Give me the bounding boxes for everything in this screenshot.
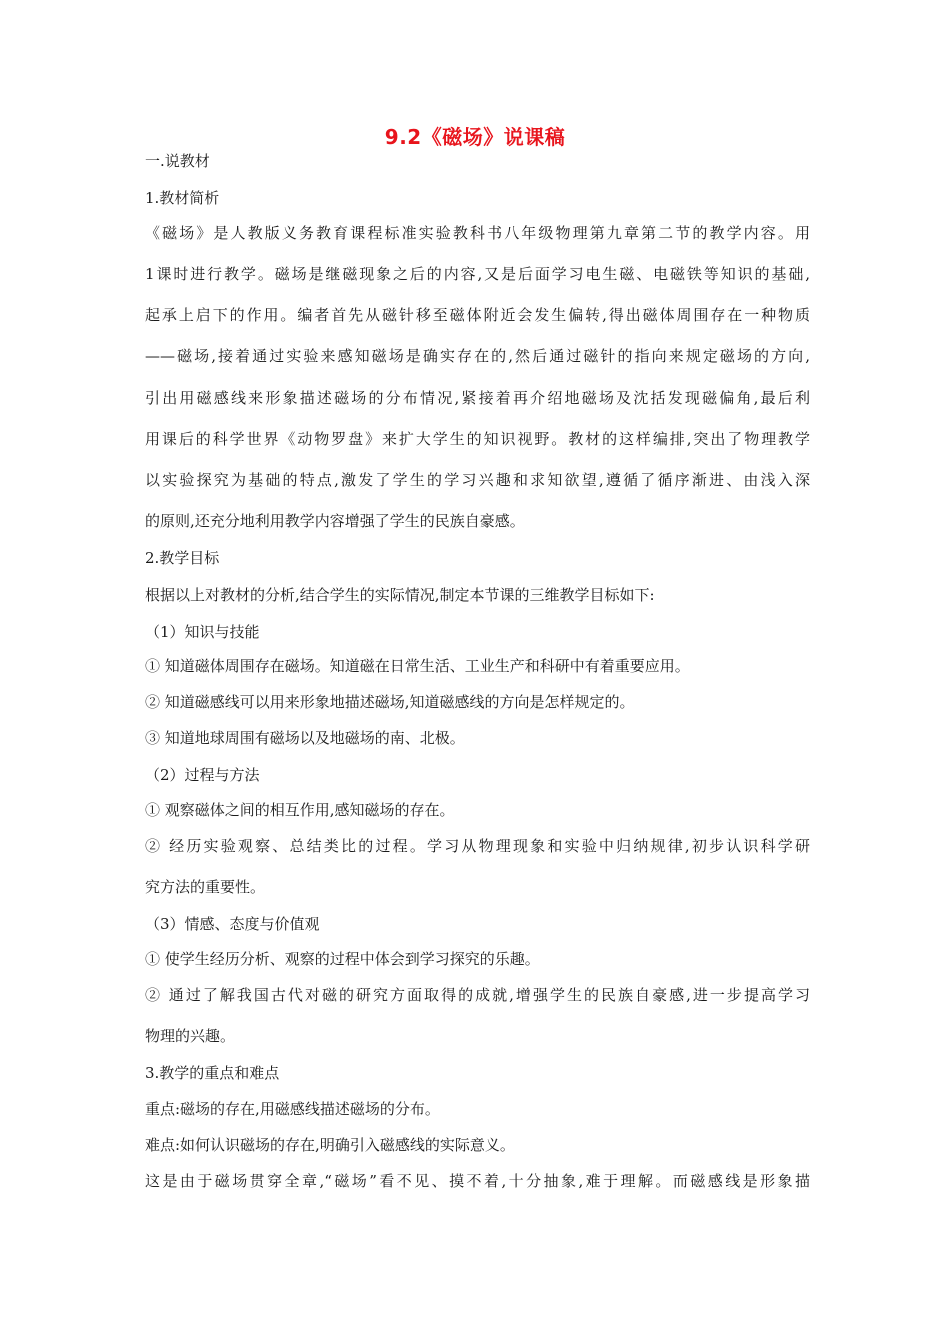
list-heading: （2）过程与方法 [145,766,260,784]
list-item: ② 知道磁感线可以用来形象地描述磁场,知道磁感线的方向是怎样规定的。 [145,693,635,711]
paragraph-line: ——磁场,接着通过实验来感知磁场是确实存在的,然后通过磁针的指向来规定磁场的方向, [145,347,810,365]
paragraph-line: 根据以上对教材的分析,结合学生的实际情况,制定本节课的三维教学目标如下: [145,586,655,604]
list-heading: （1）知识与技能 [145,623,260,641]
list-item: ② 通过了解我国古代对磁的研究方面取得的成就,增强学生的民族自豪感,进一步提高学习 [145,986,810,1004]
list-item-continuation: 物理的兴趣。 [145,1027,236,1045]
list-item-continuation: 究方法的重要性。 [145,878,266,896]
list-item: ① 使学生经历分析、观察的过程中体会到学习探究的乐趣。 [145,950,540,968]
paragraph-line: 重点:磁场的存在,用磁感线描述磁场的分布。 [145,1100,440,1118]
section-heading: 一.说教材 [145,152,210,170]
list-item: ① 观察磁体之间的相互作用,感知磁场的存在。 [145,801,455,819]
subsection-heading: 1.教材简析 [145,189,220,207]
list-heading: （3）情感、态度与价值观 [145,915,320,933]
paragraph-line: 1课时进行教学。磁场是继磁现象之后的内容,又是后面学习电生磁、电磁铁等知识的基础, [145,265,810,283]
subsection-heading: 3.教学的重点和难点 [145,1064,280,1082]
paragraph-line: 的原则,还充分地利用教学内容增强了学生的民族自豪感。 [145,512,525,530]
list-item: ① 知道磁体周围存在磁场。知道磁在日常生活、工业生产和科研中有着重要应用。 [145,657,690,675]
paragraph-line: 《磁场》是人教版义务教育课程标准实验教科书八年级物理第九章第二节的教学内容。用 [145,224,810,242]
paragraph-line: 以实验探究为基础的特点,激发了学生的学习兴趣和求知欲望,遵循了循序渐进、由浅入深 [145,471,810,489]
subsection-heading: 2.教学目标 [145,549,220,567]
paragraph-line: 起承上启下的作用。编者首先从磁针移至磁体附近会发生偏转,得出磁体周围存在一种物质 [145,306,810,324]
paragraph-line: 难点:如何认识磁场的存在,明确引入磁感线的实际意义。 [145,1136,515,1154]
list-item: ③ 知道地球周围有磁场以及地磁场的南、北极。 [145,729,465,747]
paragraph-line: 这是由于磁场贯穿全章,“磁场”看不见、摸不着,十分抽象,难于理解。而磁感线是形象描 [145,1172,810,1190]
document-title: 9.2《磁场》说课稿 [384,125,566,149]
paragraph-line: 用课后的科学世界《动物罗盘》来扩大学生的知识视野。教材的这样编排,突出了物理教学 [145,430,810,448]
list-item: ② 经历实验观察、总结类比的过程。学习从物理现象和实验中归纳规律,初步认识科学研 [145,837,810,855]
paragraph-line: 引出用磁感线来形象描述磁场的分布情况,紧接着再介绍地磁场及沈括发现磁偏角,最后利 [145,389,810,407]
